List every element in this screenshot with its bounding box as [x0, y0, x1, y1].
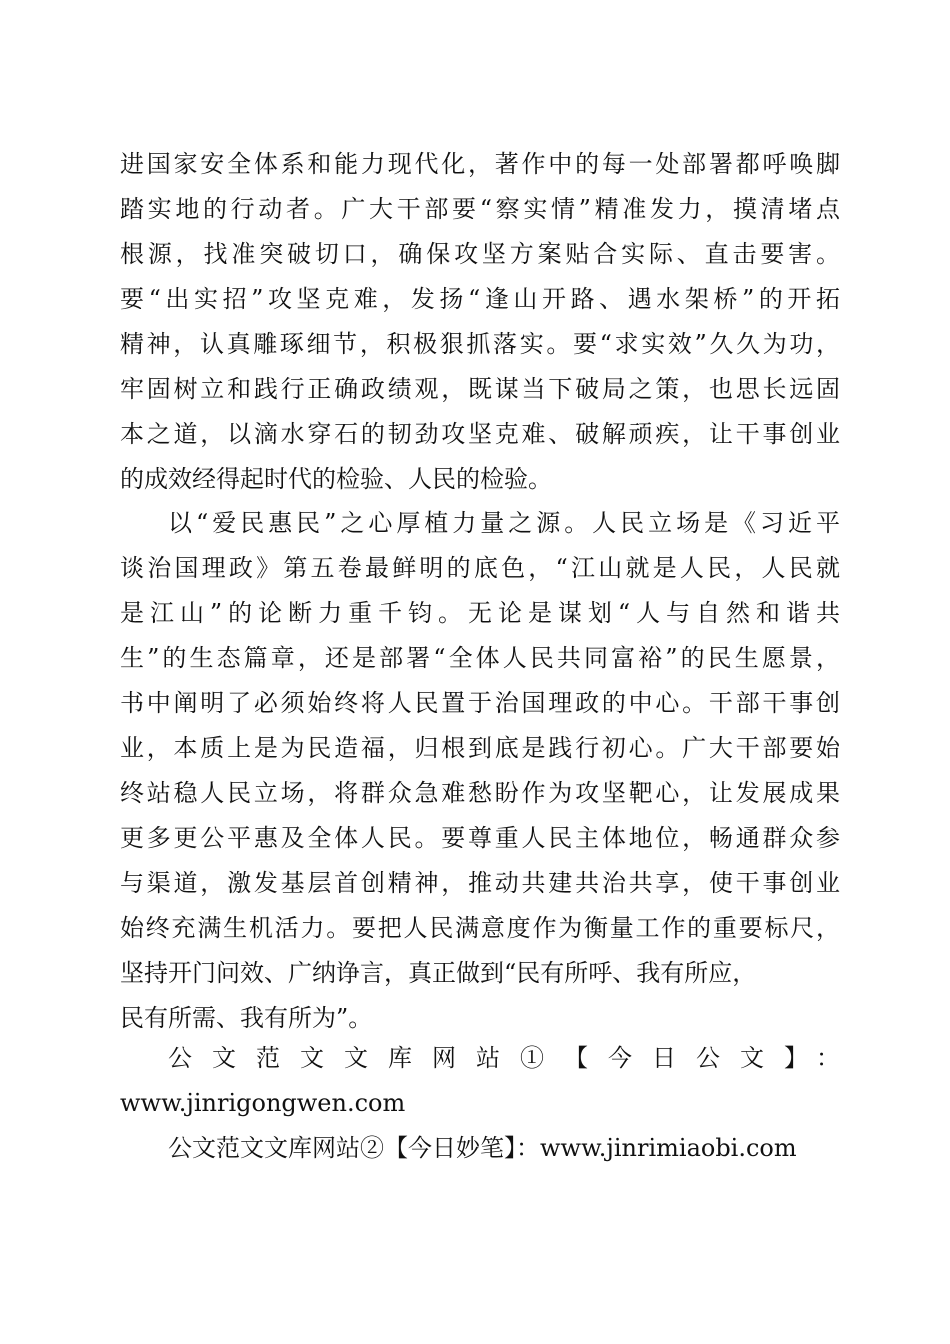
site2-text[interactable]: 公文范文文库网站②【今日妙笔】：www.jinrimiaobi.com	[168, 1134, 797, 1162]
paragraph-line: 谈治国理政》第五卷最鲜明的底色，“江山就是人民，人民就	[120, 554, 840, 582]
paragraph-line: 坚持开门问效、广纳诤言，真正做到“民有所呼、我有所应，	[120, 959, 757, 987]
paragraph-line: 踏实地的行动者。广大干部要“察实情”精准发力，摸清堵点	[120, 195, 840, 223]
paragraph-1	[120, 142, 840, 502]
paragraph-line: 始终充满生机活力。要把人民满意度作为衡量工作的重要标尺，	[120, 914, 840, 942]
paragraph-line: 要“出实招”攻坚克难，发扬“逢山开路、遇水架桥”的开拓	[120, 285, 840, 313]
site1-url[interactable]: www.jinrigongwen.com	[120, 1089, 406, 1117]
paragraph-line: 进国家安全体系和能力现代化，著作中的每一处部署都呼唤脚	[120, 150, 840, 178]
paragraph-line: 与渠道，激发基层首创精神，推动共建共治共享，使干事创业	[120, 869, 840, 897]
paragraph-line: 终站稳人民立场，将群众急难愁盼作为攻坚靶心，让发展成果	[120, 779, 840, 807]
paragraph-line: 是江山”的论断力重千钧。无论是谋划“人与自然和谐共	[120, 599, 840, 627]
paragraph-line: 民有所需、我有所为”。	[120, 1004, 373, 1032]
paragraph-line: 的成效经得起时代的检验、人民的检验。	[120, 465, 552, 493]
paragraph-line: 牢固树立和践行正确政绩观，既谋当下破局之策，也思长远固	[120, 375, 840, 403]
site1-label: 公文范文文库网站①【今日公文】：	[168, 1044, 840, 1072]
paragraph-line: 本之道，以滴水穿石的韧劲攻坚克难、破解顽疾，让干事创业	[120, 420, 840, 448]
paragraph-line: 精神，认真雕琢细节，积极狠抓落实。要“求实效”久久为功，	[120, 330, 840, 358]
paragraph-line: 更多更公平惠及全体人民。要尊重人民主体地位，畅通群众参	[120, 824, 840, 852]
footer-links	[120, 1036, 840, 1171]
paragraph-line: 根源，找准突破切口，确保攻坚方案贴合实际、直击要害。	[120, 240, 840, 268]
paragraph-line: 业，本质上是为民造福，归根到底是践行初心。广大干部要始	[120, 734, 840, 762]
paragraph-2	[120, 501, 840, 1041]
paragraph-line: 生”的生态篇章，还是部署“全体人民共同富裕”的民生愿景，	[120, 644, 840, 672]
paragraph-line: 以“爱民惠民”之心厚植力量之源。人民立场是《习近平	[168, 509, 840, 537]
paragraph-line: 书中阐明了必须始终将人民置于治国理政的中心。干部干事创	[120, 689, 840, 717]
